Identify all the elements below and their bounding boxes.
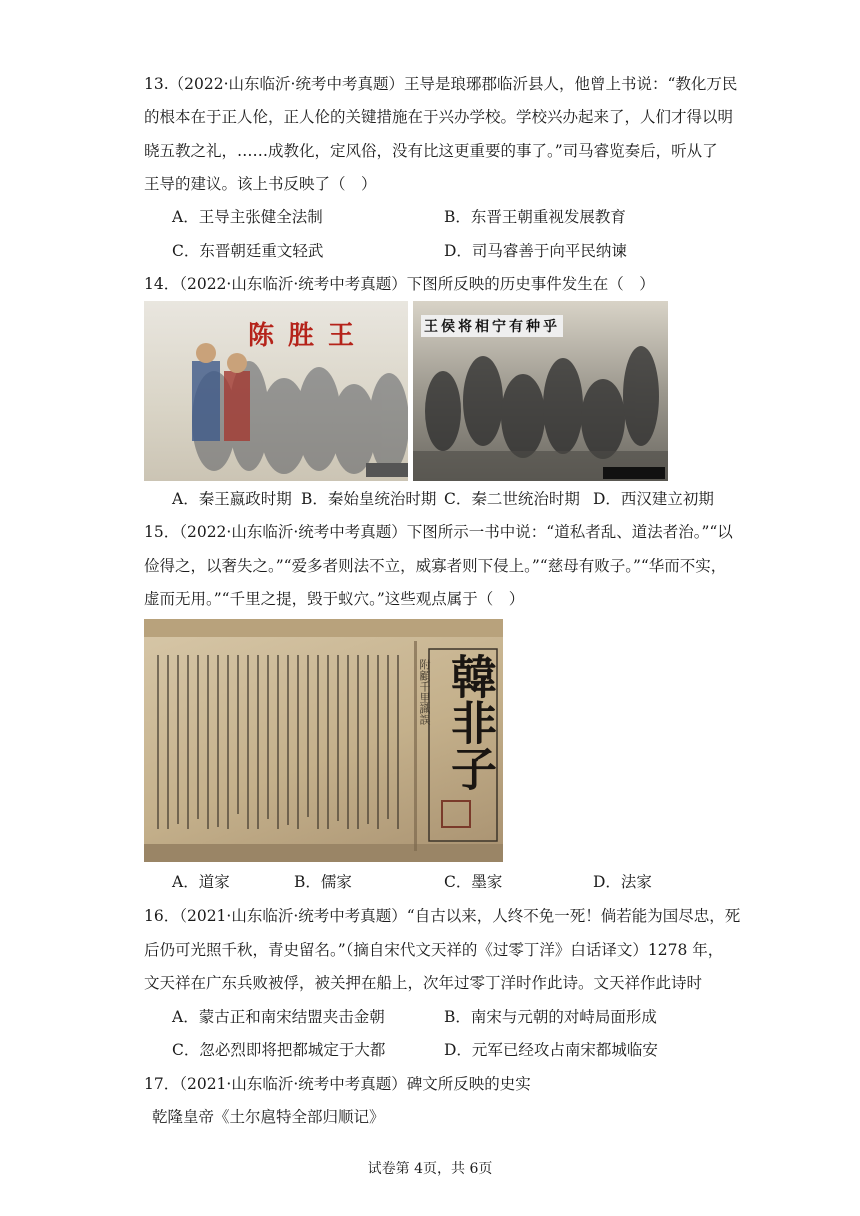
q15-book-title: 韓非子 [444,653,498,791]
q17-sub: 乾隆皇帝《土尔扈特全部归顺记》 [152,1108,385,1126]
q13-option-b: B．东晋王朝重视发展教育 [444,208,626,226]
q14-option-a: A．秦王嬴政时期 [172,490,292,508]
q13-line-1: 13.（2022·山东临沂·统考中考真题）王导是琅琊郡临沂县人，他曾上书说：“教化万民 [144,75,738,93]
q15-line-3: 虚而无用。”“千里之提，毁于蚁穴。”这些观点属于（ ） [144,590,525,608]
q13-line-4: 王导的建议。该上书反映了（ ） [144,175,377,193]
q16-option-b: B．南宋与元朝的对峙局面形成 [444,1008,657,1026]
q14-image-left-caption: 陈胜王 [248,321,369,351]
q14-option-c: C．秦二世统治时期 [444,490,580,508]
q17-stem: 17．（2021·山东临沂·统考中考真题）碑文所反映的史实 [144,1075,531,1093]
q13-option-d: D．司马睿善于向平民纳谏 [444,242,627,260]
q13-line-2: 的根本在于正人伦，正人伦的关键措施在于兴办学校。学校兴办起来了，人们才得以明 [144,108,734,126]
q15-book-subtitle: 附顧千里識誤 [418,659,431,725]
q16-line-2: 后仍可光照千秋，青史留名。”（摘自宋代文天祥的《过零丁洋》白话译文）1278 年， [144,941,724,959]
q13-option-a: A．王导主张健全法制 [172,208,323,226]
q14-option-d: D．西汉建立初期 [593,490,714,508]
q14-image-right [413,301,668,481]
q15-line-2: 俭得之，以奢失之。”“爱多者则法不立，威寡者则下侵上。”“慈母有败子。”“华而不实， [144,557,727,575]
q16-option-a: A．蒙古正和南宋结盟夹击金朝 [172,1008,385,1026]
q15-option-b: B．儒家 [294,873,352,891]
q16-option-c: C．忽必烈即将把都城定于大都 [172,1041,386,1059]
q15-line-1: 15．（2022·山东临沂·统考中考真题）下图所示一书中说：“道私者乱、道法者治。”“以 [144,523,733,541]
q16-option-d: D．元军已经攻占南宋都城临安 [444,1041,658,1059]
q16-line-1: 16．（2021·山东临沂·统考中考真题）“自古以来，人终不免一死！倘若能为国尽忠，死 [144,907,741,925]
q14-image-right-caption: 王侯将相宁有种乎 [421,315,563,337]
q15-book-image [144,619,503,862]
q16-line-3: 文天祥在广东兵败被俘，被关押在船上，次年过零丁洋时作此诗。文天祥作此诗时 [144,974,703,992]
q15-option-c: C．墨家 [444,873,503,891]
q13-line-3: 晓五教之礼，……成教化，定风俗，没有比这更重要的事了。”司马睿览奏后，听从了 [144,142,718,160]
q15-option-a: A．道家 [172,873,230,891]
q13-option-c: C．东晋朝廷重文轻武 [172,242,324,260]
q14-image-left [144,301,408,481]
q15-option-d: D．法家 [593,873,652,891]
q14-option-b: B．秦始皇统治时期 [301,490,437,508]
q14-stem: 14．（2022·山东临沂·统考中考真题）下图所反映的历史事件发生在（ ） [144,275,655,293]
page-footer: 试卷第 4页，共 6页 [367,1161,493,1177]
